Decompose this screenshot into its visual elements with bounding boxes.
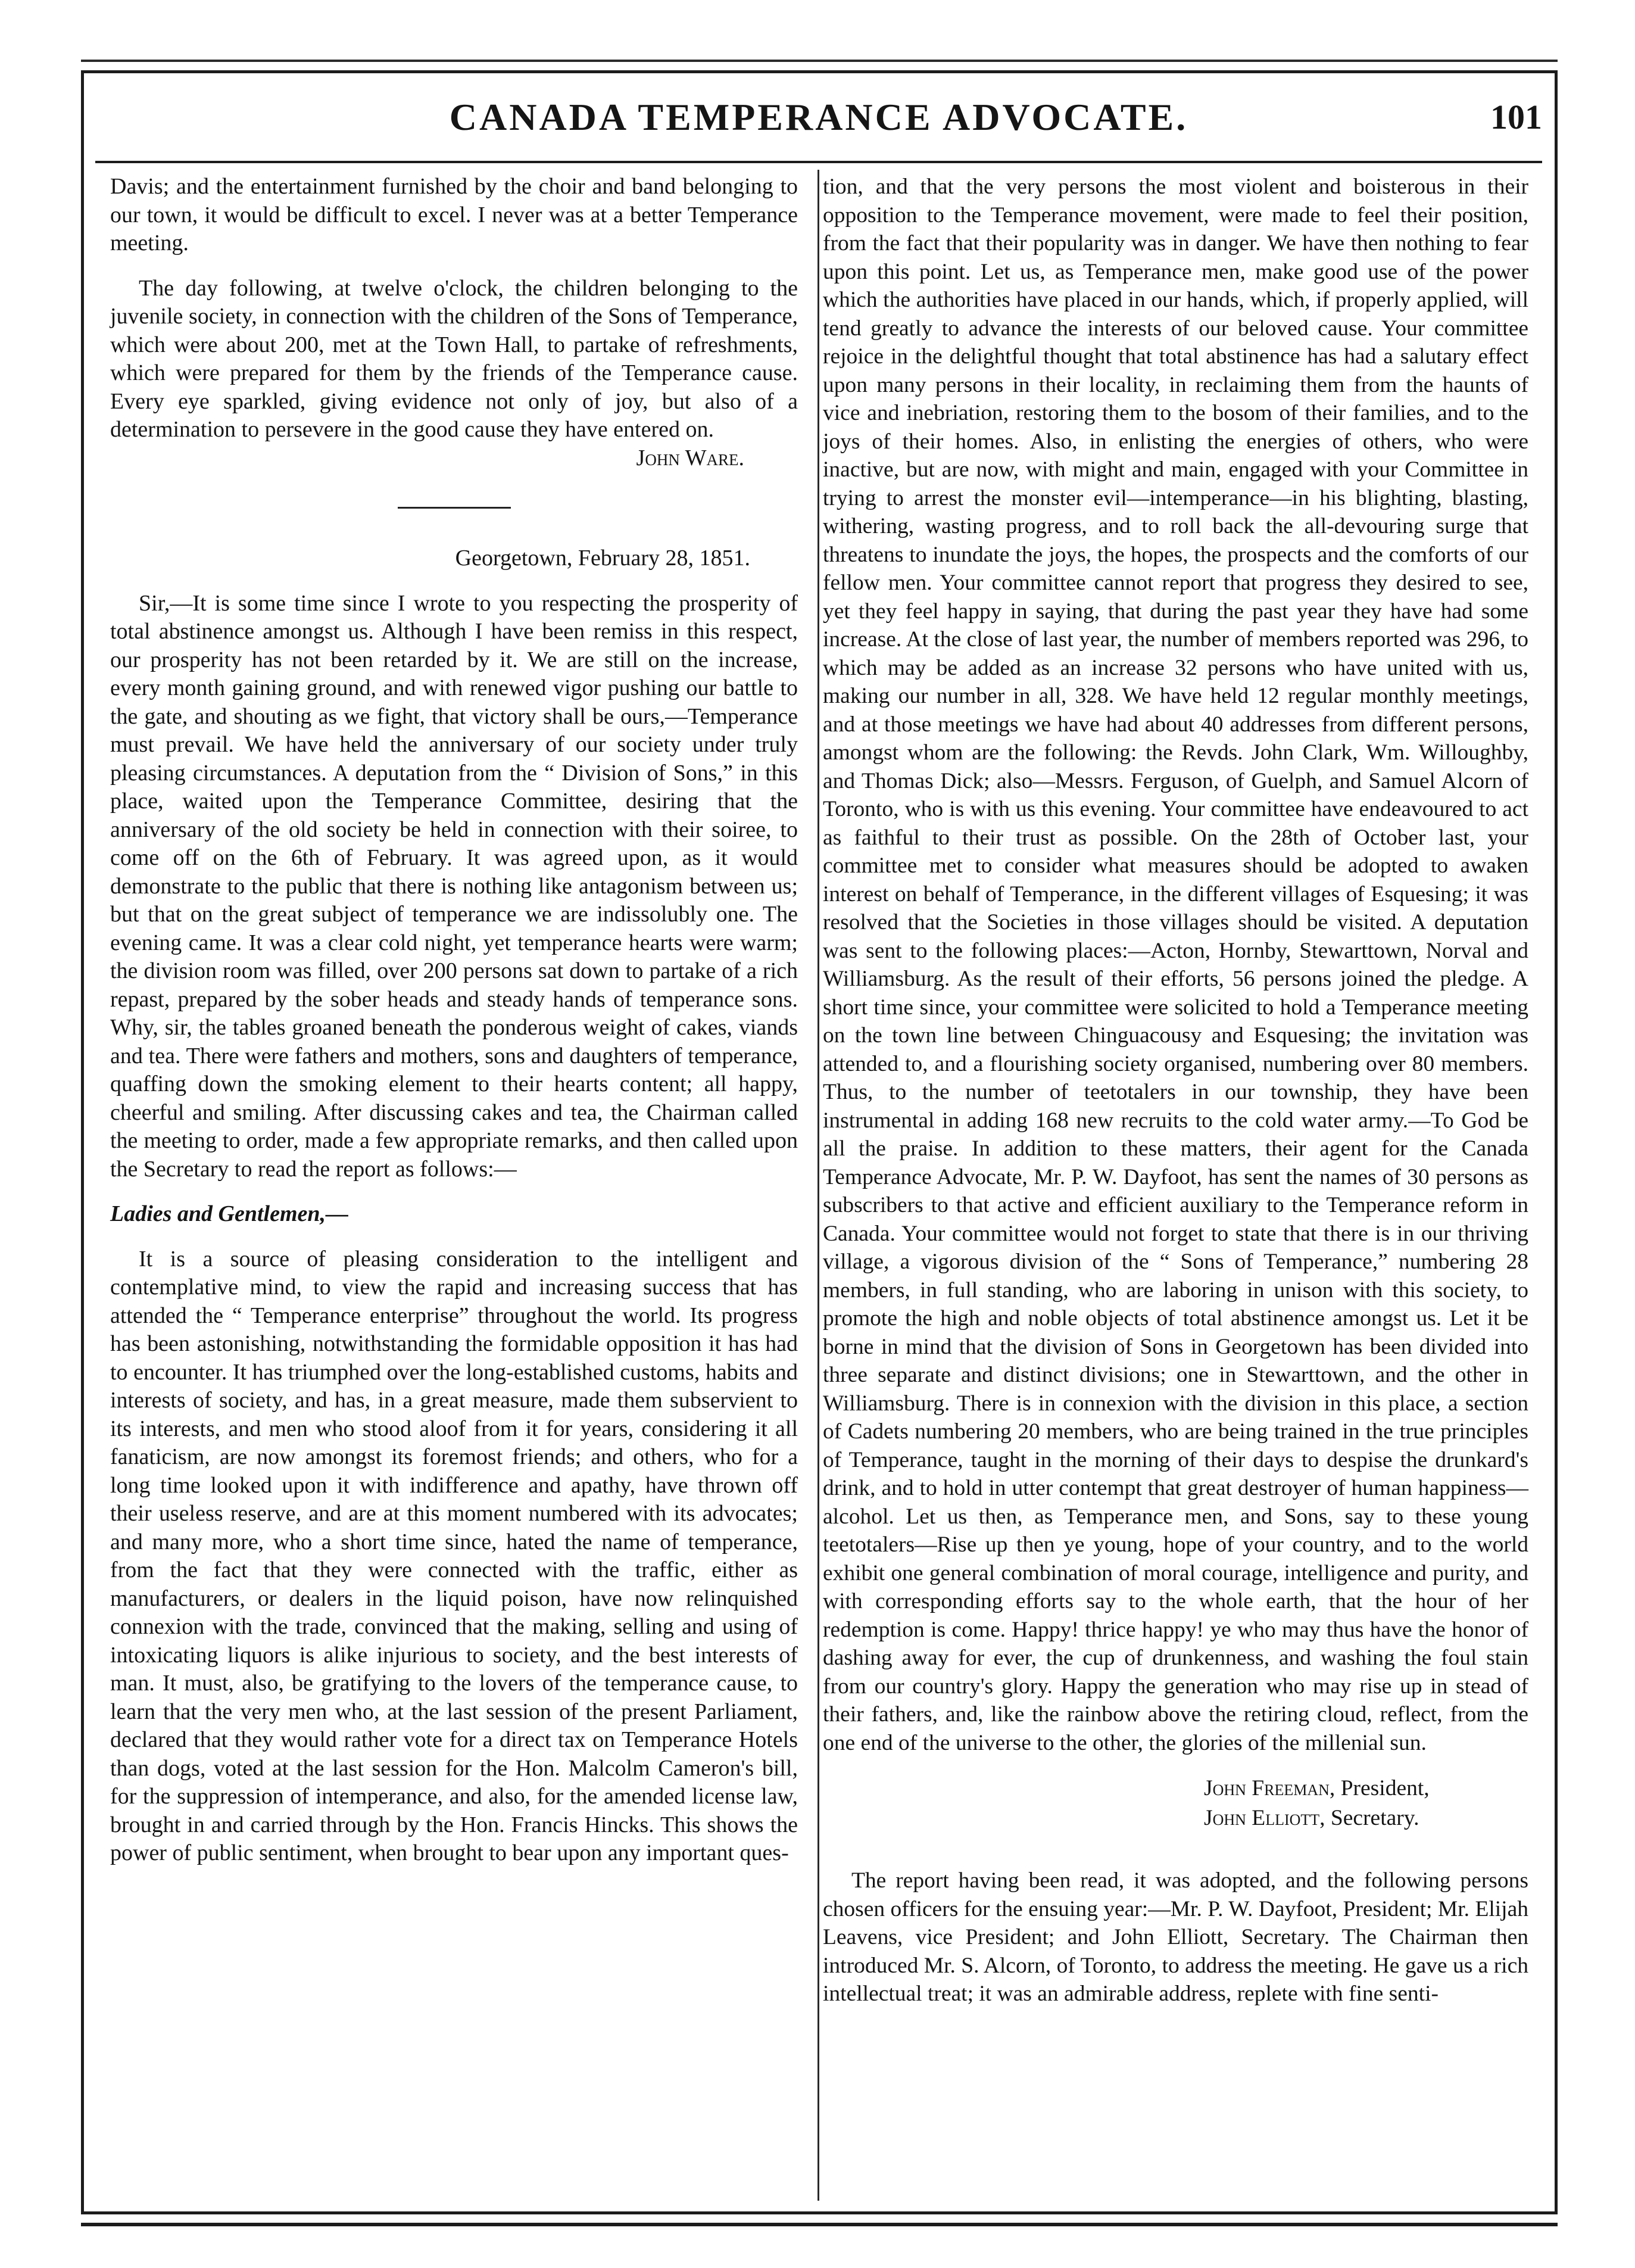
signature-john-ware: John Ware. bbox=[636, 445, 744, 471]
paragraph-letter: Sir,—It is some time since I wrote to you respecting the prosperity of total abstinence amongst us. Although I have been remiss in this respect, our prosperity has not been retarded by it. We are still on the increase, every month gaining ground, and with renewed vigor pushing our battle to the gate, and shouting as we fight, that victory shall be ours,—Temperance must prevail. We have held the anniversary of our society under truly pleasing circumstances. A deputation from the “ Division of Sons,” in this place, waited upon the Temperance Committee, desiring that the anniversary of the old society be held in connection with their soiree, to come off on the 6th of February. It was agreed upon, as it would demonstrate to the public that there is nothing like antagonism between us; but that on the great subject of temperance we are indissolubly one. The evening came. It was a clear cold night, yet temperance hearts were warm; the division room was filled, over 200 persons sat down to partake of a rich repast, prepared by the sober heads and steady hands of temperance sons. Why, sir, the tables groaned beneath the ponderous weight of cakes, viands and tea. There were fathers and mothers, sons and daughters of temperance, quaffing down the smoking element to their hearts content; all happy, cheerful and smiling. After discussing cakes and tea, the Chairman called the meeting to order, made a few appropriate remarks, and then called upon the Secretary to read the report as follows:— bbox=[110, 590, 798, 1182]
signatory-title: Secretary. bbox=[1330, 1806, 1419, 1830]
page-header bbox=[89, 79, 1548, 156]
signatory-name: John Elliott, bbox=[1204, 1806, 1325, 1830]
signatory-secretary bbox=[1204, 1803, 1528, 1833]
bottom-rule bbox=[81, 2223, 1558, 2226]
report-signatories bbox=[1204, 1774, 1528, 1833]
page-title: CANADA TEMPERANCE ADVOCATE. bbox=[449, 96, 1188, 138]
right-column bbox=[823, 173, 1528, 2008]
paragraph-report: It is a source of pleasing consideration to the intelligent and contemplative mind, to view the rapid and increasing success that has attended the “ Temperance enterprise” throughout the world. Its progress has been astonishing, notwithstanding the formidable opposition it has had to encounter. It has triumphed over the long-established customs, habits and interests of society, and has, in a great measure, made them subservient to its interests, and men who stood aloof from it for years, considering it all fanaticism, are now amongst its foremost friends; and others, who for a long time looked upon it with indifference and apathy, have thrown off their useless reserve, and are at this moment numbered with its advocates; and many more, who a short time since, hated the name of temperance, from the fact that they were connected with the traffic, either as manufacturers, or dealers in the liquid poison, have now relinquished connexion with the trade, convinced that the making, selling and using of intoxicating liquors is alike injurious to society, and the best interests of man. It must, also, be gratifying to the lovers of the temperance cause, to learn that the very men who, at the last session of the present Parliament, declared that they would rather vote for a direct tax on Temperance Hotels than dogs, voted at the last session for the Hon. Malcolm Cameron's bill, for the suppression of intemperance, and also, for the amended license law, brought in and carried through by the Hon. Francis Hincks. This shows the power of public sentiment, when brought to bear upon any important ques- bbox=[110, 1246, 798, 1865]
paragraph-children: The day following, at twelve o'clock, the children belonging to the juvenile society, in connection with the children of the Sons of Temperance, which were about 200, met at the Town Hall, to partake of refreshments, which were prepared for them by the friends of the Temperance cause. Every eye sparkled, giving evidence not only of joy, but also of a determination to persevere in the good cause they have entered on. bbox=[110, 275, 798, 442]
letter-dateline: Georgetown, February 28, 1851. bbox=[455, 546, 750, 571]
signatory-name: John Freeman, bbox=[1204, 1776, 1336, 1800]
paragraph-report-continued: tion, and that the very persons the most violent and boisterous in their opposition to the Temperance movement, were made to feel their position, from the fact that their popularity was in danger. We have then nothing to fear upon this point. Let us, as Temperance men, make good use of the power which the authorities have placed in our hands, which, if properly applied, will tend greatly to advance the interests of our beloved cause. Your committee rejoice in the delightful thought that total abstinence has had a salutary effect upon many persons in their locality, in reclaiming them from the haunts of vice and inebriation, restoring them to the bosom of their families, and to the joys of their homes. Also, in enlisting the energies of others, who were inactive, but are now, with might and main, engaged with your Committee in trying to arrest the monster evil—intemperance—in his blighting, blasting, withering, wasting progress, and to roll back the all-devouring surge that threatens to inundate the joys, the hopes, the prospects and the comforts of our fellow men. Your committee cannot report that progress they desired to see, yet they feel happy in saying, that during the past year they have had some increase. At the close of last year, the number of members reported was 296, to which may be added as an increase 32 persons who have united with us, making our number in all, 328. We have held 12 regular monthly meetings, and at those meetings we have had about 40 addresses from different persons, amongst whom are the following: the Revds. John Clark, Wm. Willoughby, and Thomas Dick; also—Messrs. Ferguson, of Guelph, and Samuel Alcorn of Toronto, who is with us this evening. Your committee have endeavoured to act as faithful to their trust as possible. On the 28th of October last, your committee met to consider what measures should be adopted to awaken interest on behalf of Temperance, in the different villages of Esquesing; it was resolved that the Societies in those villages should be visited. A deputation was sent to the following places:—Acton, Hornby, Stewarttown, Norval and Williamsburg. As the result of their efforts, 56 persons joined the pledge. A short time since, your committee were solicited to hold a Temperance meeting on the town line between Chinguacousy and Esquesing; the invitation was attended to, and a flourishing society organised, numbering over 80 members. Thus, to the number of teetotalers in our township, they have been instrumental in adding 168 new recruits to the cold water army.—To God be all the praise. In addition to these matters, their agent for the Canada Temperance Advocate, Mr. P. W. Dayfoot, has sent the names of 30 persons as subscribers to that active and efficient auxiliary to the Temperance reform in Canada. Your committee would not forget to state that there is in our thriving village, a vigorous division of the “ Sons of Temperance,” numbering 28 members, in full standing, who are laboring in unison with this society, to promote the high and noble objects of total abstinence amongst us. Let it be borne in mind that the division of Sons in Georgetown has been divided into three separate and distinct divisions; one in Stewarttown, and the other in Williamsburg. There is in connexion with the division in this place, a section of Cadets numbering 20 members, who are being trained in the true principles of Temperance, taught in the morning of their days to despise the drunkard's drink, and to hold in utter contempt that great destroyer of human happiness—alcohol. Let us then, as Temperance men, and Sons, say to these young teetotalers—Rise up then ye young, hope of your country, and to the world exhibit one general combination of moral courage, intelligence and purity, and with corresponding efforts say to the whole earth, that the hour of her redemption is come. Happy! thrice happy! ye who may thus have the honor of dashing away for ever, the cup of drunkenness, and washing the foul stain from our country's glory. Happy the generation who may rise up in stead of their fathers, and, like the rainbow above the retiring cloud, reflect, from the one end of the universe to the other, the glories of the millenial sun. bbox=[823, 175, 1528, 1755]
top-rule bbox=[81, 60, 1558, 62]
left-column bbox=[110, 173, 798, 1868]
page-number: 101 bbox=[1490, 98, 1542, 136]
section-separator bbox=[398, 507, 511, 509]
salutation: Ladies and Gentlemen,— bbox=[110, 1201, 349, 1226]
column-divider bbox=[818, 170, 819, 2201]
signatory-president bbox=[1204, 1774, 1528, 1803]
paragraph-davis: Davis; and the entertainment furnished by the choir and band belonging to our town, it would be difficult to excel. I never was at a better Temperance meeting. bbox=[110, 174, 798, 256]
paragraph-officers: The report having been read, it was adopted, and the following persons chosen officers for the ensuing year:—Mr. P. W. Dayfoot, President; Mr. Elijah Leavens, vice President; and John Elliott, Secretary. The Chairman then introduced Mr. S. Alcorn, of Toronto, to address the meeting. He gave us a rich intellectual treat; it was an admirable address, replete with fine senti- bbox=[823, 1868, 1528, 2006]
signatory-title: President, bbox=[1340, 1776, 1430, 1800]
header-rule bbox=[95, 161, 1542, 163]
